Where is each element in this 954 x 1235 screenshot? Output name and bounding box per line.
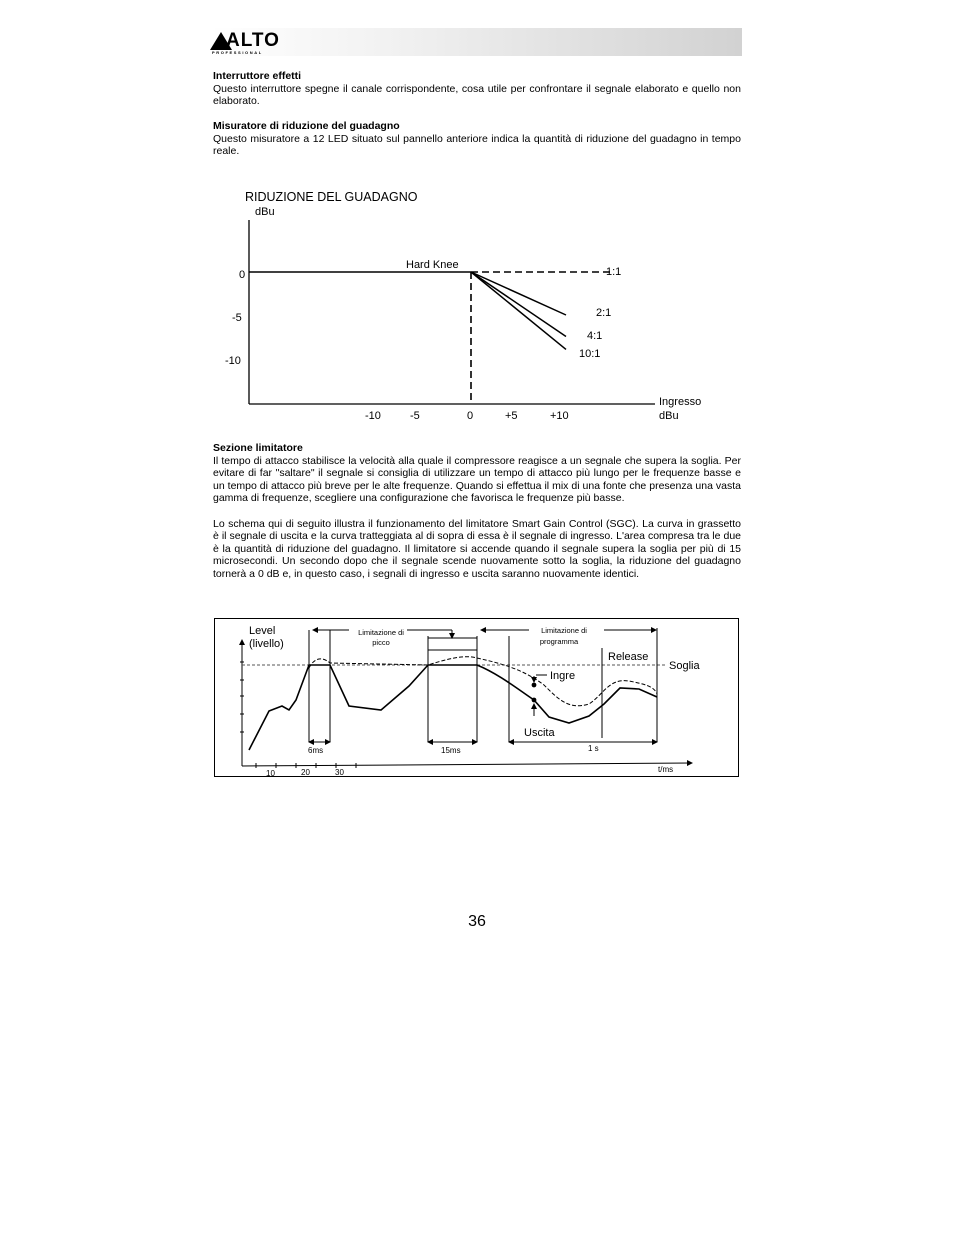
section-paragraph: Lo schema qui di seguito illustra il funzionamento del limitatore Smart Gain Control (SGC). La curva in grassetto è il segnale di uscita e la curva tratteggiata al di sopra di essa è il segnale di ingresso. L'area compresa tra le due è la quantità di riduzione del guadagno. Il limitatore si accende quando il segnale supera la soglia per più di 15 microsecondi. Un secondo dopo che il segnale scende nuovamente sotto la soglia, la riduzione del guadagno tornerà a 0 dB e, in questo caso, i segnali di ingresso e uscita saranno nuovamente identici.	[213, 517, 741, 580]
time-tick-label: 30	[335, 768, 344, 777]
section-effects-switch	[213, 70, 741, 108]
output-point	[532, 698, 537, 703]
peak-limit-label-sub: picco	[372, 638, 390, 647]
time-tick-label: 20	[301, 768, 310, 777]
section-paragraph: Il tempo di attacco stabilisce la velocità alla quale il compressore reagisce a un segnale che supera la soglia. Per evitare di far "saltare" il segnale si consiglia di utilizzare un tempo di attacco più lungo per le frequenze basse e un tempo di attacco più breve per le alte frequenze. Quando si effettua il mix di una fonte che presenza una vasta gamma di frequenze, scegliere una configurazione che favorisca le frequenze più basse.	[213, 454, 741, 505]
input-curve	[309, 657, 657, 706]
gain-reduction-chart	[200, 185, 720, 425]
release-label: Release	[608, 651, 649, 663]
span-6ms-label: 6ms	[308, 746, 324, 755]
output-curve	[249, 665, 657, 750]
ratio-label: 10:1	[579, 348, 601, 360]
level-label: Level	[249, 625, 276, 637]
program-limit-label: Limitazione di	[541, 626, 587, 635]
ratio-line-10-1	[471, 272, 566, 349]
region-markers	[309, 628, 657, 742]
knee-label: Hard Knee	[406, 259, 459, 271]
ratio-lines	[249, 266, 621, 404]
section-gain-meter	[213, 120, 741, 158]
section-title: Sezione limitatore	[213, 442, 303, 454]
output-label: Uscita	[524, 727, 555, 739]
y-tick-label: -5	[232, 312, 242, 324]
level-label-sub: (livello)	[249, 638, 284, 650]
logo-wordmark: ALTO	[226, 30, 280, 51]
time-axis	[242, 763, 692, 766]
chart-title: RIDUZIONE DEL GUADAGNO	[245, 190, 418, 204]
input-point	[532, 683, 537, 688]
span-15ms-label: 15ms	[441, 746, 461, 755]
x-tick-label: +10	[550, 410, 569, 422]
x-axis-unit: dBu	[659, 410, 679, 422]
threshold-label: Soglia	[669, 660, 700, 672]
section-paragraph: Questo misuratore a 12 LED situato sul pannello anteriore indica la quantità di riduzione del guadagno in tempo reale.	[213, 132, 741, 158]
x-tick-label: -5	[410, 410, 420, 422]
page-number: 36	[468, 913, 486, 930]
x-tick-label: 0	[467, 410, 474, 422]
section-title: Interruttore effetti	[213, 70, 302, 82]
ratio-label: 1:1	[606, 266, 622, 278]
program-limit-label-sub: programma	[539, 637, 579, 646]
ratio-label: 4:1	[587, 330, 603, 342]
x-tick-label: -10	[365, 410, 381, 422]
y-axis-unit: dBu	[255, 206, 275, 218]
ratio-line-2-1	[471, 272, 566, 315]
logo-subtext: PROFESSIONAL	[212, 50, 263, 55]
peak-limit-label: Limitazione di	[358, 628, 404, 637]
time-axis-unit: t/ms	[658, 765, 674, 774]
section-limiter	[213, 442, 741, 581]
time-tick-label: 10	[266, 769, 275, 777]
x-axis-label: Ingresso	[659, 396, 702, 408]
input-label: Ingre	[550, 670, 576, 682]
ratio-line-4-1	[471, 272, 566, 337]
y-tick-label: -10	[225, 355, 241, 367]
section-title: Misuratore di riduzione del guadagno	[213, 120, 400, 132]
y-tick-label: 0	[239, 269, 246, 281]
limiter-diagram	[214, 618, 739, 777]
section-paragraph: Questo interruttore spegne il canale corrispondente, cosa utile per confrontare il segnale elaborato e quello non elaborato.	[213, 82, 741, 108]
x-tick-label: +5	[505, 410, 518, 422]
span-1s-label: 1 s	[588, 744, 599, 753]
ratio-label: 2:1	[596, 307, 612, 319]
